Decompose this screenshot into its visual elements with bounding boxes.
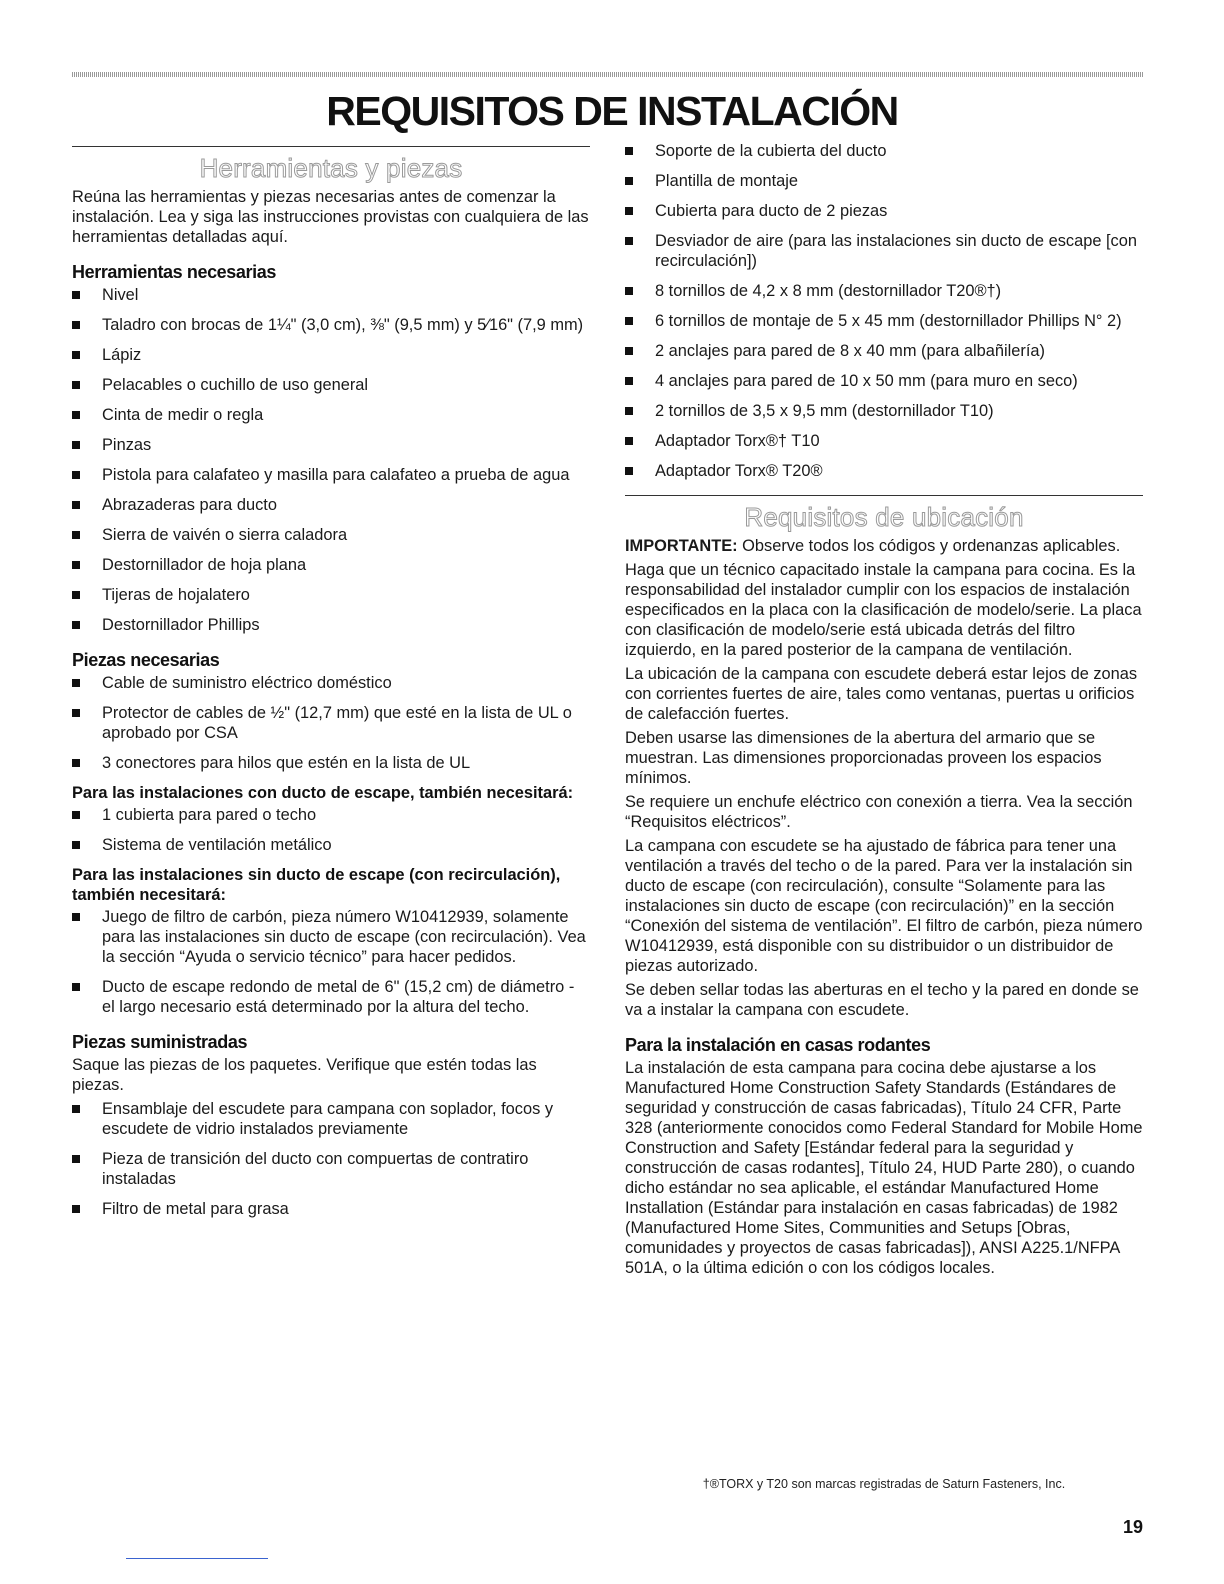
vented-list — [72, 805, 590, 855]
paragraph: La campana con escudete se ha ajustado de fábrica para tener una ventilación a través del techo o de la pared. Para ver la instalación sin ducto de escape (con recirculación), consulte “Solamente para las instalaciones sin ducto de escape (con recirculación)” en la sección “Conexión del sistema de ventilación”. El filtro de carbón, pieza número W10412939, está disponible con su distribuidor o un distribuidor de piezas autorizado. — [625, 837, 1143, 975]
list-item: Filtro de metal para grasa — [72, 1199, 590, 1219]
list-item: Pinzas — [72, 435, 590, 455]
paragraph: Deben usarse las dimensiones de la abertura del armario que se muestran. Las dimensiones proporcionadas proveen los espacios mínimos. — [625, 729, 1102, 787]
tools-parts-heading: Herramientas y piezas — [199, 153, 463, 183]
important-text: Observe todos los códigos y ordenanzas aplicables. — [737, 537, 1121, 555]
list-item: Cinta de medir o regla — [72, 405, 590, 425]
list-item: Sistema de ventilación metálico — [72, 835, 590, 855]
mobile-home-heading: Para la instalación en casas rodantes — [625, 1035, 931, 1055]
tools-list — [72, 285, 590, 635]
list-item: Taladro con brocas de 1¼" (3,0 cm), ⅜" (9,5 mm) y 5⁄16" (7,9 mm) — [72, 315, 590, 335]
list-item: Cable de suministro eléctrico doméstico — [72, 673, 590, 693]
list-item: Pistola para calafateo y masilla para calafateo a prueba de agua — [72, 465, 590, 485]
list-item: 4 anclajes para pared de 10 x 50 mm (para muro en seco) — [625, 371, 1143, 391]
list-item: 2 anclajes para pared de 8 x 40 mm (para albañilería) — [625, 341, 1143, 361]
nonvented-list — [72, 907, 590, 1017]
list-item: 8 tornillos de 4,2 x 8 mm (destornillador T20®†) — [625, 281, 1143, 301]
section-divider — [625, 495, 1143, 496]
mobile-home-paragraph: La instalación de esta campana para cocina debe ajustarse a los Manufactured Home Construction Safety Standards (Estándares de seguridad y construcción de casas fabricadas), Título 24 CFR, Parte 328 (anteriormente conocidos como Federal Standard for Mobile Home Construction and Safety [Estándar federal para la seguridad y construcción de casas rodantes], Título 24, HUD Parte 280), o cuando dicho estándar no sea aplicable, el estándar Manufactured Home Installation (Estándar para instalación en casas fabricadas) de 1982 (Manufactured Home Sites, Communities and Setups [Obras, comunidades y proyectos de casas fabricadas]), ANSI A225.1/NFPA 501A, o la última edición o con los códigos locales. — [625, 1059, 1143, 1277]
paragraph: Se deben sellar todas las aberturas en el techo y la pared en donde se va a instalar la campana con escudete. — [625, 981, 1139, 1019]
vented-heading: Para las instalaciones con ducto de escape, también necesitará: — [72, 784, 574, 802]
supplied-intro: Saque las piezas de los paquetes. Verifique que estén todas las piezas. — [72, 1056, 537, 1094]
nonvented-heading: Para las instalaciones sin ducto de escape (con recirculación), también necesitará: — [72, 866, 561, 904]
list-item: Adaptador Torx® T20® — [625, 461, 1143, 481]
list-item: 6 tornillos de montaje de 5 x 45 mm (destornillador Phillips N° 2) — [625, 311, 1143, 331]
top-decorative-bar — [72, 72, 1143, 77]
parts-list — [72, 673, 590, 773]
intro-paragraph: Reúna las herramientas y piezas necesarias antes de comenzar la instalación. Lea y siga las instrucciones provistas con cualquiera de las herramientas detalladas aquí. — [72, 188, 589, 246]
important-paragraph — [625, 536, 1143, 556]
list-item: 2 tornillos de 3,5 x 9,5 mm (destornillador T10) — [625, 401, 1143, 421]
list-item: Destornillador Phillips — [72, 615, 590, 635]
list-item: Ensamblaje del escudete para campana con soplador, focos y escudete de vidrio instalados previamente — [72, 1099, 590, 1139]
paragraph: Haga que un técnico capacitado instale la campana para cocina. Es la responsabilidad del instalador cumplir con los espacios de instalación especificados en la placa con la clasificación de modelo/serie. La placa con clasificación de modelo/serie está ubicada detrás del filtro izquierdo, en la pared posterior de la campana de ventilación. — [625, 561, 1142, 659]
list-item: 3 conectores para hilos que estén en la lista de UL — [72, 753, 590, 773]
list-item: Ducto de escape redondo de metal de 6" (15,2 cm) de diámetro - el largo necesario está determinado por la altura del techo. — [72, 977, 590, 1017]
list-item: 1 cubierta para pared o techo — [72, 805, 590, 825]
right-column — [625, 141, 1143, 1282]
supplied-heading: Piezas suministradas — [72, 1032, 248, 1052]
list-item: Lápiz — [72, 345, 590, 365]
list-item: Abrazaderas para ducto — [72, 495, 590, 515]
list-item: Juego de filtro de carbón, pieza número W10412939, solamente para las instalaciones sin ducto de escape (con recirculación). Vea la sección “Ayuda o servicio técnico” para hacer pedidos. — [72, 907, 590, 967]
list-item: Sierra de vaivén o sierra caladora — [72, 525, 590, 545]
section-divider — [72, 146, 590, 147]
left-column — [72, 146, 590, 1229]
trademark-footnote: †®TORX y T20 son marcas registradas de Saturn Fasteners, Inc. — [702, 1477, 1066, 1491]
list-item: Adaptador Torx®† T10 — [625, 431, 1143, 451]
page-title: REQUISITOS DE INSTALACIÓN — [326, 88, 898, 134]
list-item: Tijeras de hojalatero — [72, 585, 590, 605]
paragraph: La ubicación de la campana con escudete deberá estar lejos de zonas con corrientes fuertes de aire, tales como ventanas, puertas u orificios de calefacción fuertes. — [625, 665, 1138, 723]
page-number: 19 — [1122, 1517, 1143, 1537]
list-item: Destornillador de hoja plana — [72, 555, 590, 575]
bottom-rule — [126, 1558, 268, 1559]
paragraph: Se requiere un enchufe eléctrico con conexión a tierra. Vea la sección “Requisitos eléctricos”. — [625, 793, 1133, 831]
list-item: Plantilla de montaje — [625, 171, 1143, 191]
list-item: Pelacables o cuchillo de uso general — [72, 375, 590, 395]
list-item: Desviador de aire (para las instalaciones sin ducto de escape [con recirculación]) — [625, 231, 1143, 271]
list-item: Protector de cables de ½" (12,7 mm) que esté en la lista de UL o aprobado por CSA — [72, 703, 590, 743]
important-label: IMPORTANTE: — [625, 537, 738, 555]
location-heading: Requisitos de ubicación — [744, 502, 1024, 532]
list-item: Pieza de transición del ducto con compuertas de contratiro instaladas — [72, 1149, 590, 1189]
list-item: Soporte de la cubierta del ducto — [625, 141, 1143, 161]
supplied-list — [72, 1099, 590, 1219]
parts-heading: Piezas necesarias — [72, 650, 220, 670]
tools-heading: Herramientas necesarias — [72, 262, 276, 282]
supplied-list-continued — [625, 141, 1143, 481]
list-item: Cubierta para ducto de 2 piezas — [625, 201, 1143, 221]
list-item: Nivel — [72, 285, 590, 305]
